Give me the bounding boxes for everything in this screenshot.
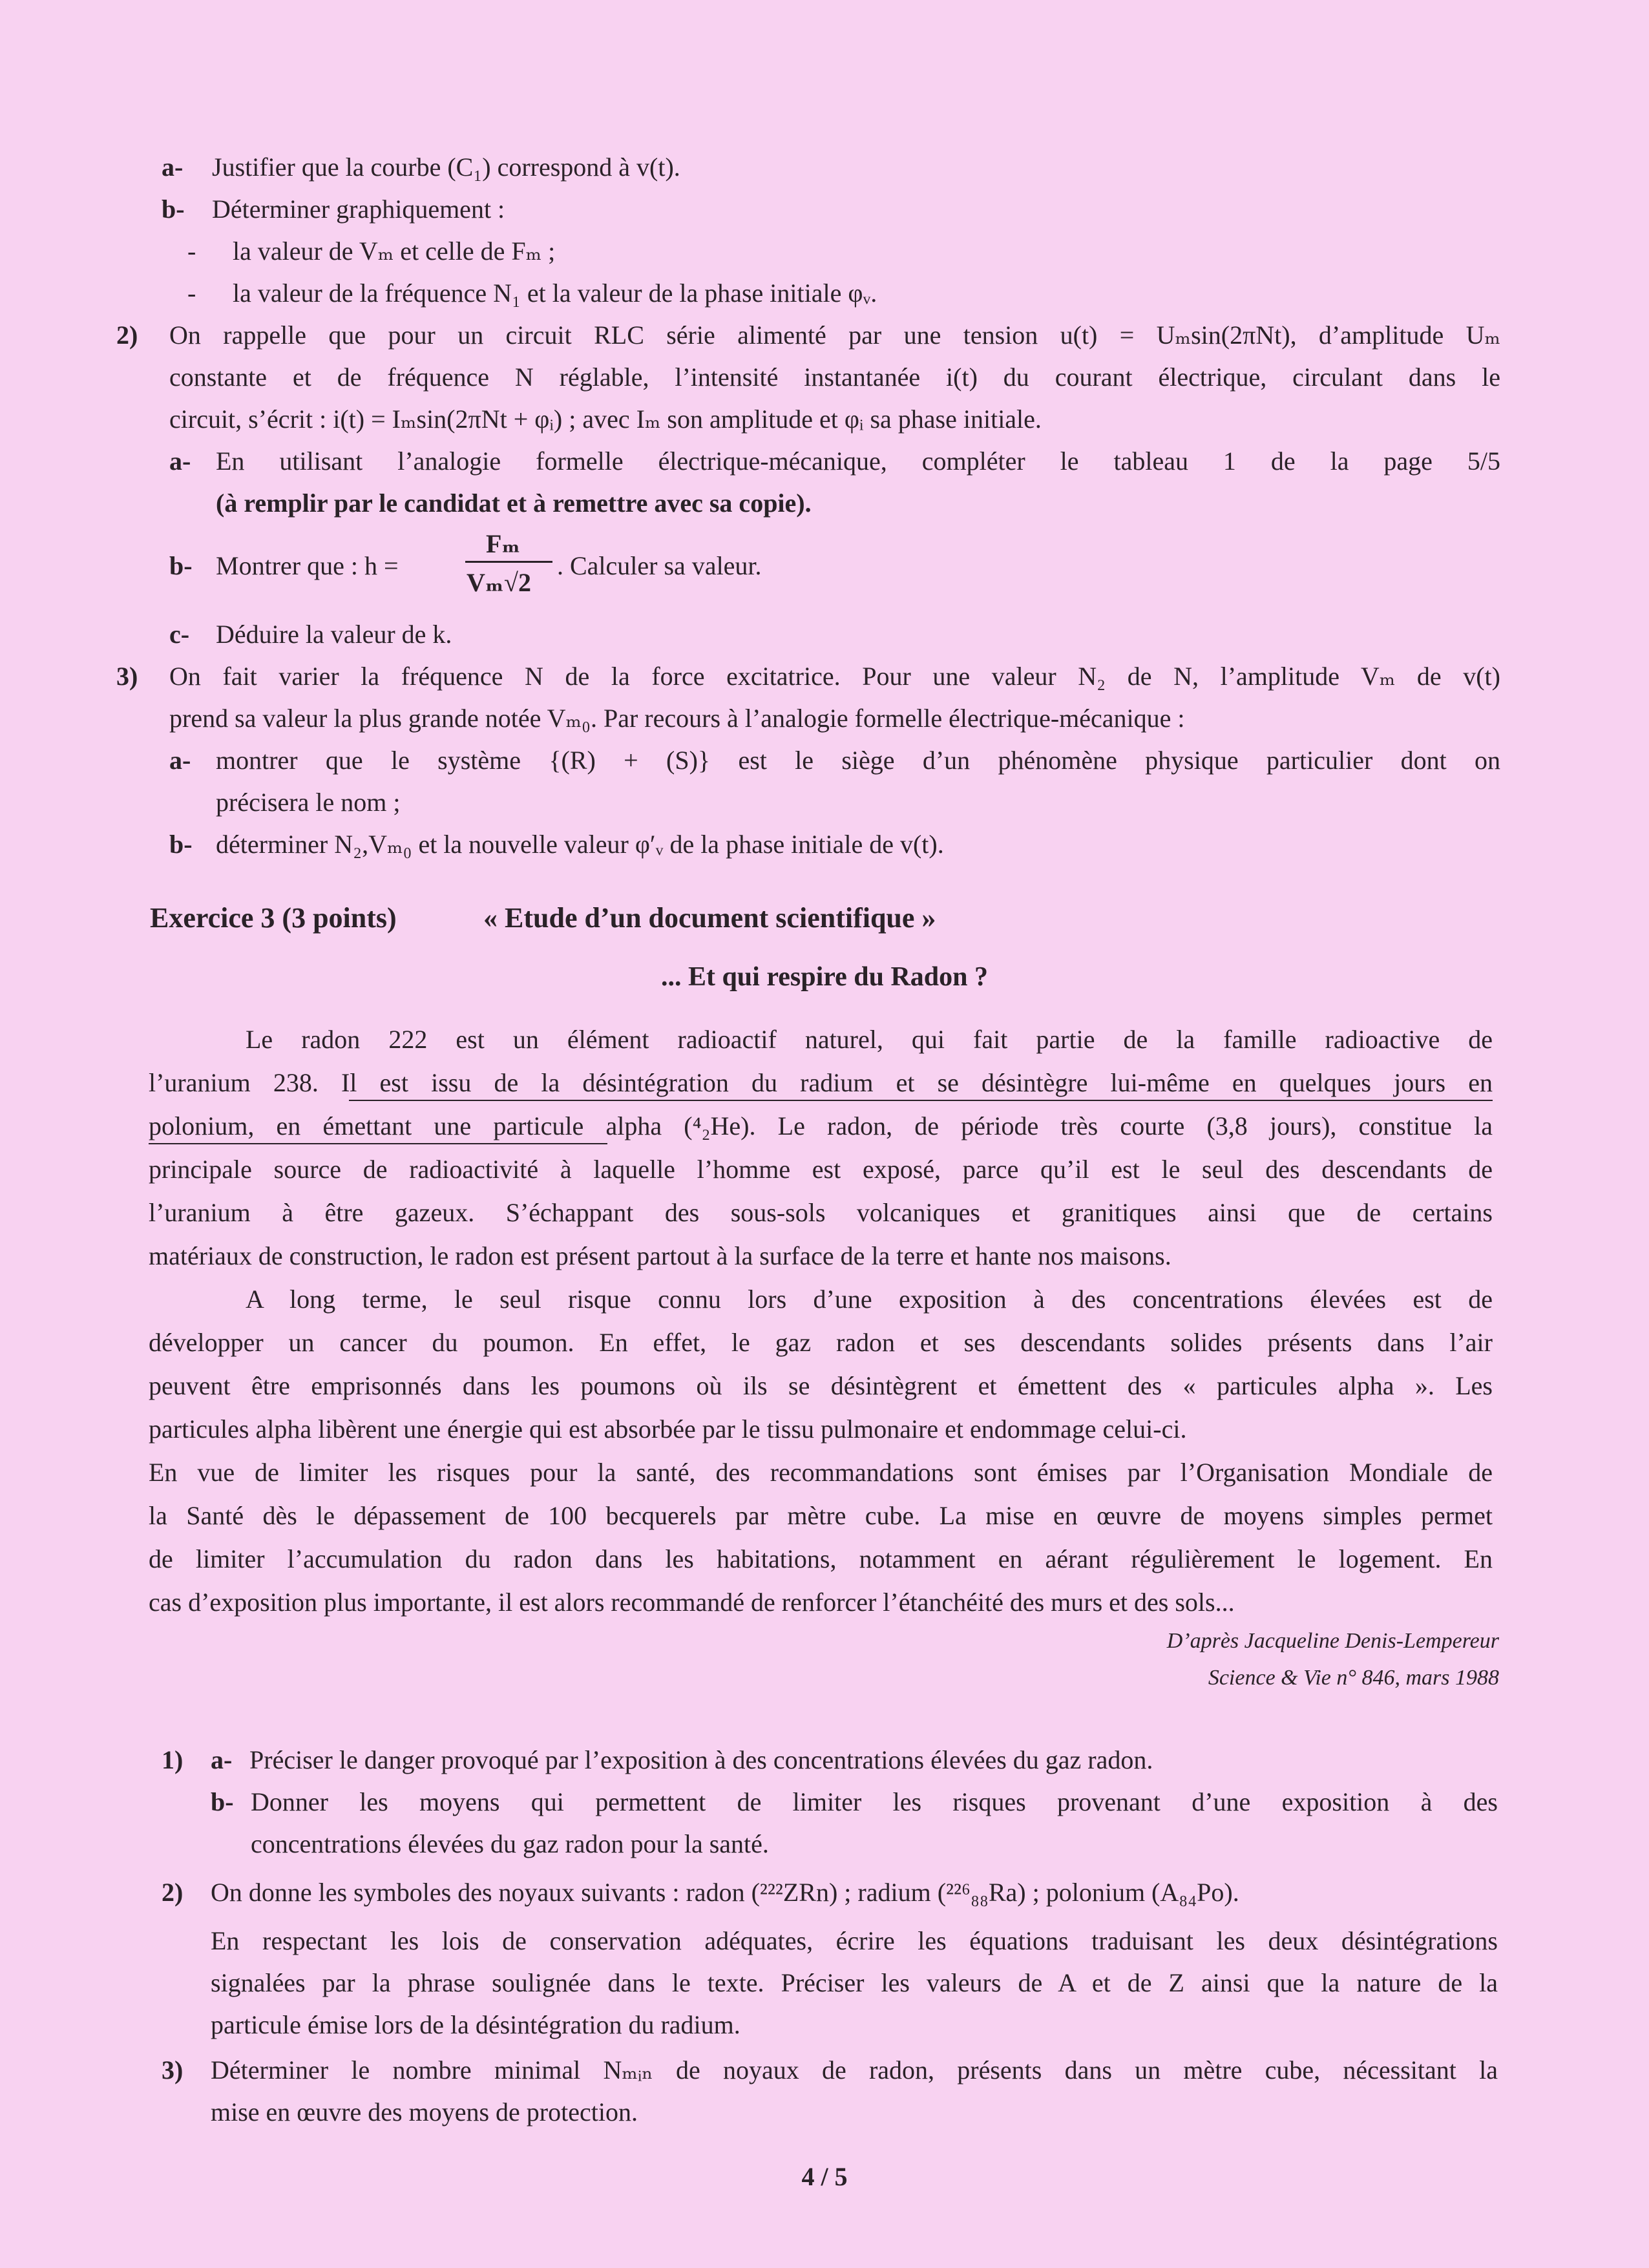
q2b-pre: Montrer que : h = [216, 551, 399, 580]
q1b-label: b- [162, 194, 185, 224]
p1-line-4: principale source de radioactivité à laquelle l’homme est exposé, parce qu’il est le seul des descendants de [149, 1155, 1493, 1184]
q3-line-1: On fait varier la fréquence N de la force excitatrice. Pour une valeur N₂ de N, l’amplitude Vₘ de v(t) [169, 662, 1500, 691]
ex3-q1-label: 1) [162, 1745, 184, 1774]
q2-line-1: On rappelle que pour un circuit RLC série alimenté par une tension u(t) = Uₘsin(2πNt), d’amplitude Uₘ [169, 320, 1500, 350]
q2-line-2: constante et de fréquence N réglable, l’intensité instantanée i(t) du courant électrique, circulant dans le [169, 362, 1500, 392]
p2-line-2: développer un cancer du poumon. En effet, le gaz radon et ses descendants solides présents dans l’air [149, 1328, 1493, 1357]
ex3-q1b-label: b- [211, 1787, 234, 1816]
p1-line-3: polonium, en émettant une particule alpha (⁴₂He). Le radon, de période très courte (3,8 jours), constitue la [149, 1111, 1493, 1140]
q3b-label: b- [169, 830, 193, 859]
source-publication: Science & Vie n° 846, mars 1988 [1208, 1666, 1499, 1690]
ex3-q1a-text: Préciser le danger provoqué par l’exposition à des concentrations élevées du gaz radon. [249, 1745, 1153, 1774]
q1b-item-1: la valeur de Vₘ et celle de Fₘ ; [233, 236, 556, 266]
q1b-dash-1: - [187, 236, 196, 266]
q2-line-3: circuit, s’écrit : i(t) = Iₘsin(2πNt + φᵢ) ; avec Iₘ son amplitude et φᵢ sa phase initiale. [169, 404, 1042, 434]
q2a-line-1: En utilisant l’analogie formelle électrique-mécanique, compléter le tableau 1 de la page 5/5 [216, 446, 1500, 476]
q2b-post: . Calculer sa valeur. [557, 551, 762, 580]
source-author: D’après Jacqueline Denis-Lempereur [1166, 1629, 1499, 1653]
ex3-q1b-line-1: Donner les moyens qui permettent de limiter les risques provenant d’une exposition à des [251, 1787, 1498, 1816]
q2-label: 2) [116, 320, 138, 350]
ex3-q1b-line-2: concentrations élevées du gaz radon pour la santé. [251, 1829, 769, 1858]
exercise-3-subtitle: « Etude d’un document scientifique » [483, 902, 936, 934]
p1-line-6: matériaux de construction, le radon est présent partout à la surface de la terre et hante nos maisons. [149, 1241, 1171, 1270]
document-title: ... Et qui respire du Radon ? [660, 962, 989, 992]
q2c-text: Déduire la valeur de k. [216, 620, 452, 649]
p2-line-4: particules alpha libèrent une énergie qui est absorbée par le tissu pulmonaire et endommage celui-ci. [149, 1414, 1187, 1444]
fraction-denominator: Vₘ√2 [467, 568, 531, 597]
q3a-line-1: montrer que le système {(R) + (S)} est le siège d’un phénomène physique particulier dont on [216, 746, 1500, 775]
p1-line-5: l’uranium à être gazeux. S’échappant des sous-sols volcaniques et granitiques ainsi que de certains [149, 1198, 1493, 1227]
ex3-q2-line-4: particule émise lors de la désintégration du radium. [211, 2010, 740, 2039]
q2a-line-2: (à remplir par le candidat et à remettre avec sa copie). [216, 488, 812, 518]
p1-line-2: l’uranium 238. Il est issu de la désintégration du radium et se désintègre lui-même en quelques jours en [149, 1068, 1493, 1097]
p2-line-1: A long terme, le seul risque connu lors d’une exposition à des concentrations élevées est de [246, 1285, 1493, 1314]
ex3-q1a-label: a- [211, 1745, 233, 1774]
q2a-label: a- [169, 446, 191, 476]
q1b-item-2: la valeur de la fréquence N₁ et la valeur de la phase initiale φᵥ. [233, 278, 877, 308]
q3b-text: déterminer N₂,Vₘ₀ et la nouvelle valeur φ′ᵥ de la phase initiale de v(t). [216, 830, 944, 859]
q2c-label: c- [169, 620, 190, 649]
p1-line-1: Le radon 222 est un élément radioactif naturel, qui fait partie de la famille radioactive de [246, 1025, 1493, 1054]
q1a-text: Justifier que la courbe (C₁) correspond à v(t). [212, 152, 680, 182]
fraction-bar [465, 561, 552, 563]
fraction-numerator: Fₘ [486, 529, 521, 558]
q1b-dash-2: - [187, 278, 196, 308]
p3-line-4: cas d’exposition plus importante, il est alors recommandé de renforcer l’étanchéité des murs et des sols... [149, 1588, 1235, 1617]
ex3-q2-label: 2) [162, 1878, 184, 1907]
q3-line-2: prend sa valeur la plus grande notée Vₘ₀. Par recours à l’analogie formelle électrique-mécanique : [169, 704, 1185, 733]
exercise-3-title: Exercice 3 (3 points) [150, 902, 397, 934]
page-number: 4 / 5 [801, 2162, 848, 2191]
p3-line-1: En vue de limiter les risques pour la santé, des recommandations sont émises par l’Organisation Mondiale de [149, 1458, 1493, 1487]
ex3-q3-line-1: Déterminer le nombre minimal Nₘᵢₙ de noyaux de radon, présents dans un mètre cube, nécessitant la [211, 2055, 1498, 2084]
ex3-q2-line-2: En respectant les lois de conservation adéquates, écrire les équations traduisant les deux désintégrations [211, 1926, 1498, 1955]
q3a-label: a- [169, 746, 191, 775]
q2b-label: b- [169, 551, 193, 580]
p3-line-3: de limiter l’accumulation du radon dans les habitations, notamment en aérant régulièrement le logement. En [149, 1544, 1493, 1573]
q3a-line-2: précisera le nom ; [216, 788, 401, 817]
ex3-q3-line-2: mise en œuvre des moyens de protection. [211, 2097, 638, 2126]
p3-line-2: la Santé dès le dépassement de 100 becquerels par mètre cube. La mise en œuvre de moyens simples permet [149, 1501, 1493, 1530]
ex3-q2-line-1: On donne les symboles des noyaux suivants : radon (²²²ZRn) ; radium (²²⁶₈₈Ra) ; polonium (A₈₄Po). [211, 1878, 1239, 1907]
ex3-q3-label: 3) [162, 2055, 184, 2084]
underline-1 [349, 1100, 1493, 1101]
q3-label: 3) [116, 662, 138, 691]
underline-2 [149, 1143, 607, 1144]
ex3-q2-line-3: signalées par la phrase soulignée dans le texte. Préciser les valeurs de A et de Z ainsi que la nature de la [211, 1968, 1498, 1997]
q1b-text: Déterminer graphiquement : [212, 194, 505, 224]
p2-line-3: peuvent être emprisonnés dans les poumons où ils se désintègrent et émettent des « particules alpha ». Les [149, 1371, 1493, 1400]
q1a-label: a- [162, 152, 184, 182]
